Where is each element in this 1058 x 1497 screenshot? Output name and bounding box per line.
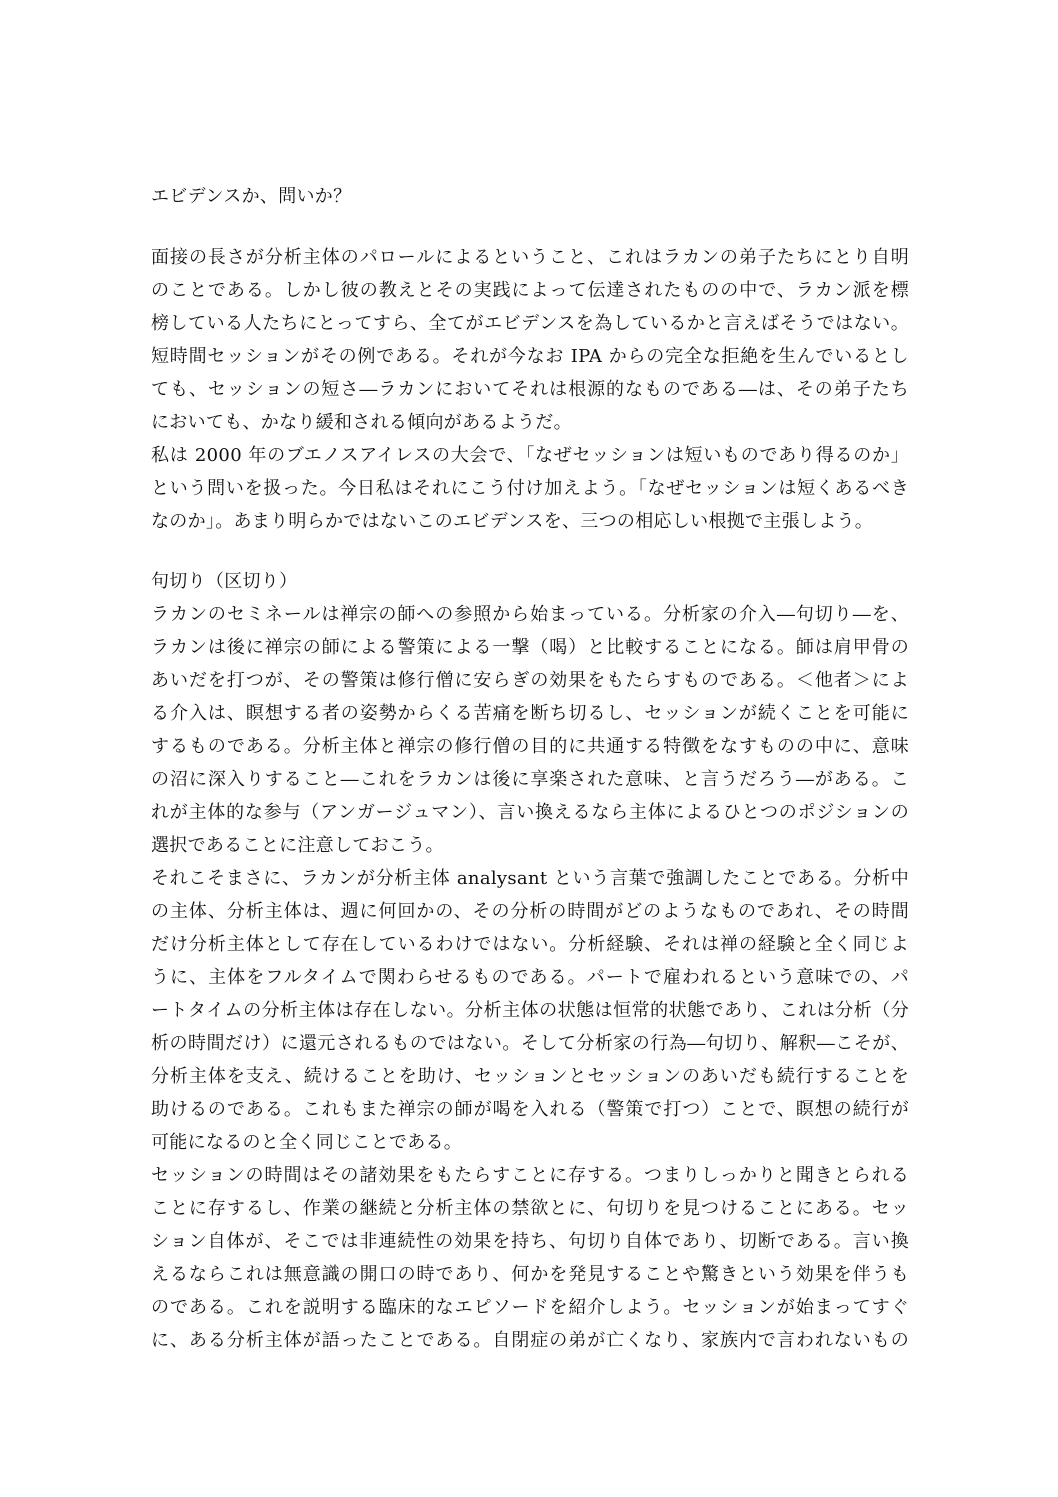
text-line: 可能になるのと全く同じことである。 [151, 1132, 463, 1153]
text-line: なのか」。あまり明らかではないこのエビデンスを、三つの相応しい根拠で主張しよう。 [151, 511, 874, 532]
section-heading: 句切り（区切り） [151, 571, 298, 592]
text-line: 助けるのである。これもまた禅宗の師が喝を入れる（警策で打つ）ことで、瞑想の続行が [151, 1099, 909, 1120]
text-line: ートタイムの分析主体は存在しない。分析主体の状態は恒常的状態であり、これは分析（分 [151, 1000, 909, 1021]
text-line: ても、セッションの短さ―ラカンにおいてそれは根源的なものである―は、その弟子たち [151, 379, 909, 400]
text-line: 私は 2000 年のブエノスアイレスの大会で、「なぜセッションは短いものであり得るのか」 [151, 445, 909, 466]
text-line: る介入は、瞑想する者の姿勢からくる苦痛を断ち切るし、セッションが続くことを可能に [151, 703, 909, 724]
text-line: 榜している人たちにとってすら、全てがエビデンスを為しているかと言えばそうではない。 [151, 313, 909, 334]
text-line: するものである。分析主体と禅宗の修行僧の目的に共通する特徴をなすものの中に、意味 [151, 736, 909, 757]
text-line: それこそまさに、ラカンが分析主体 analysant という言葉で強調したことである。分析中 [151, 868, 909, 889]
text-line: ラカンは後に禅宗の師による警策による一撃（喝）と比較することになる。師は肩甲骨の [151, 637, 909, 658]
text-line: のことである。しかし彼の教えとその実践によって伝達されたものの中で、ラカン派を標 [151, 280, 909, 301]
text-line: のである。これを説明する臨床的なエピソードを紹介しよう。セッションが始まってすぐ [151, 1297, 909, 1318]
text-line: ション自体が、そこでは非連続性の効果を持ち、句切り自体であり、切断である。言い換 [151, 1231, 909, 1252]
text-line: の主体、分析主体は、週に何回かの、その分析の時間がどのようなものであれ、その時間 [151, 901, 909, 922]
text-line: 短時間セッションがその例である。それが今なお IPA からの完全な拒絶を生んでいるとし [151, 346, 909, 367]
text-line: セッションの時間はその諸効果をもたらすことに存する。つまりしっかりと聞きとられる [151, 1165, 909, 1186]
text-line: れが主体的な参与（アンガージュマン）、言い換えるなら主体によるひとつのポジションの [151, 802, 909, 823]
text-line: ことに存するし、作業の継続と分析主体の禁欲とに、句切りを見つけることにある。セッ [151, 1198, 909, 1219]
text-line: 析の時間だけ）に還元されるものではない。そして分析家の行為―句切り、解釈―こそが、 [151, 1033, 909, 1054]
text-line: の沼に深入りすること―これをラカンは後に享楽された意味、と言うだろう―がある。こ [151, 769, 909, 790]
text-line: 分析主体を支え、続けることを助け、セッションとセッションのあいだも続行することを [151, 1066, 909, 1087]
text-line: ラカンのセミネールは禅宗の師への参照から始まっている。分析家の介入―句切り―を、 [151, 604, 909, 625]
text-line: えるならこれは無意識の開口の時であり、何かを発見することや驚きという効果を伴うも [151, 1264, 909, 1285]
text-line: 面接の長さが分析主体のパロールによるということ、これはラカンの弟子たちにとり自明 [151, 247, 909, 268]
text-line: においても、かなり緩和される傾向があるようだ。 [151, 412, 572, 433]
title: エビデンスか、問いか？ [151, 186, 352, 207]
text-line: だけ分析主体として存在しているわけではない。分析経験、それは禅の経験と全く同じよ [151, 934, 909, 955]
text-line: という問いを扱った。今日私はそれにこう付け加えよう。「なぜセッションは短くあるべき [151, 478, 909, 499]
text-line: あいだを打つが、その警策は修行僧に安らぎの効果をもたらすものである。＜他者＞によ [151, 670, 909, 691]
text-line: うに、主体をフルタイムで関わらせるものである。パートで雇われるという意味での、パ [151, 967, 909, 988]
text-line: 選択であることに注意しておこう。 [151, 835, 444, 856]
text-line: に、ある分析主体が語ったことである。自閉症の弟が亡くなり、家族内で言われないもの [151, 1330, 909, 1351]
